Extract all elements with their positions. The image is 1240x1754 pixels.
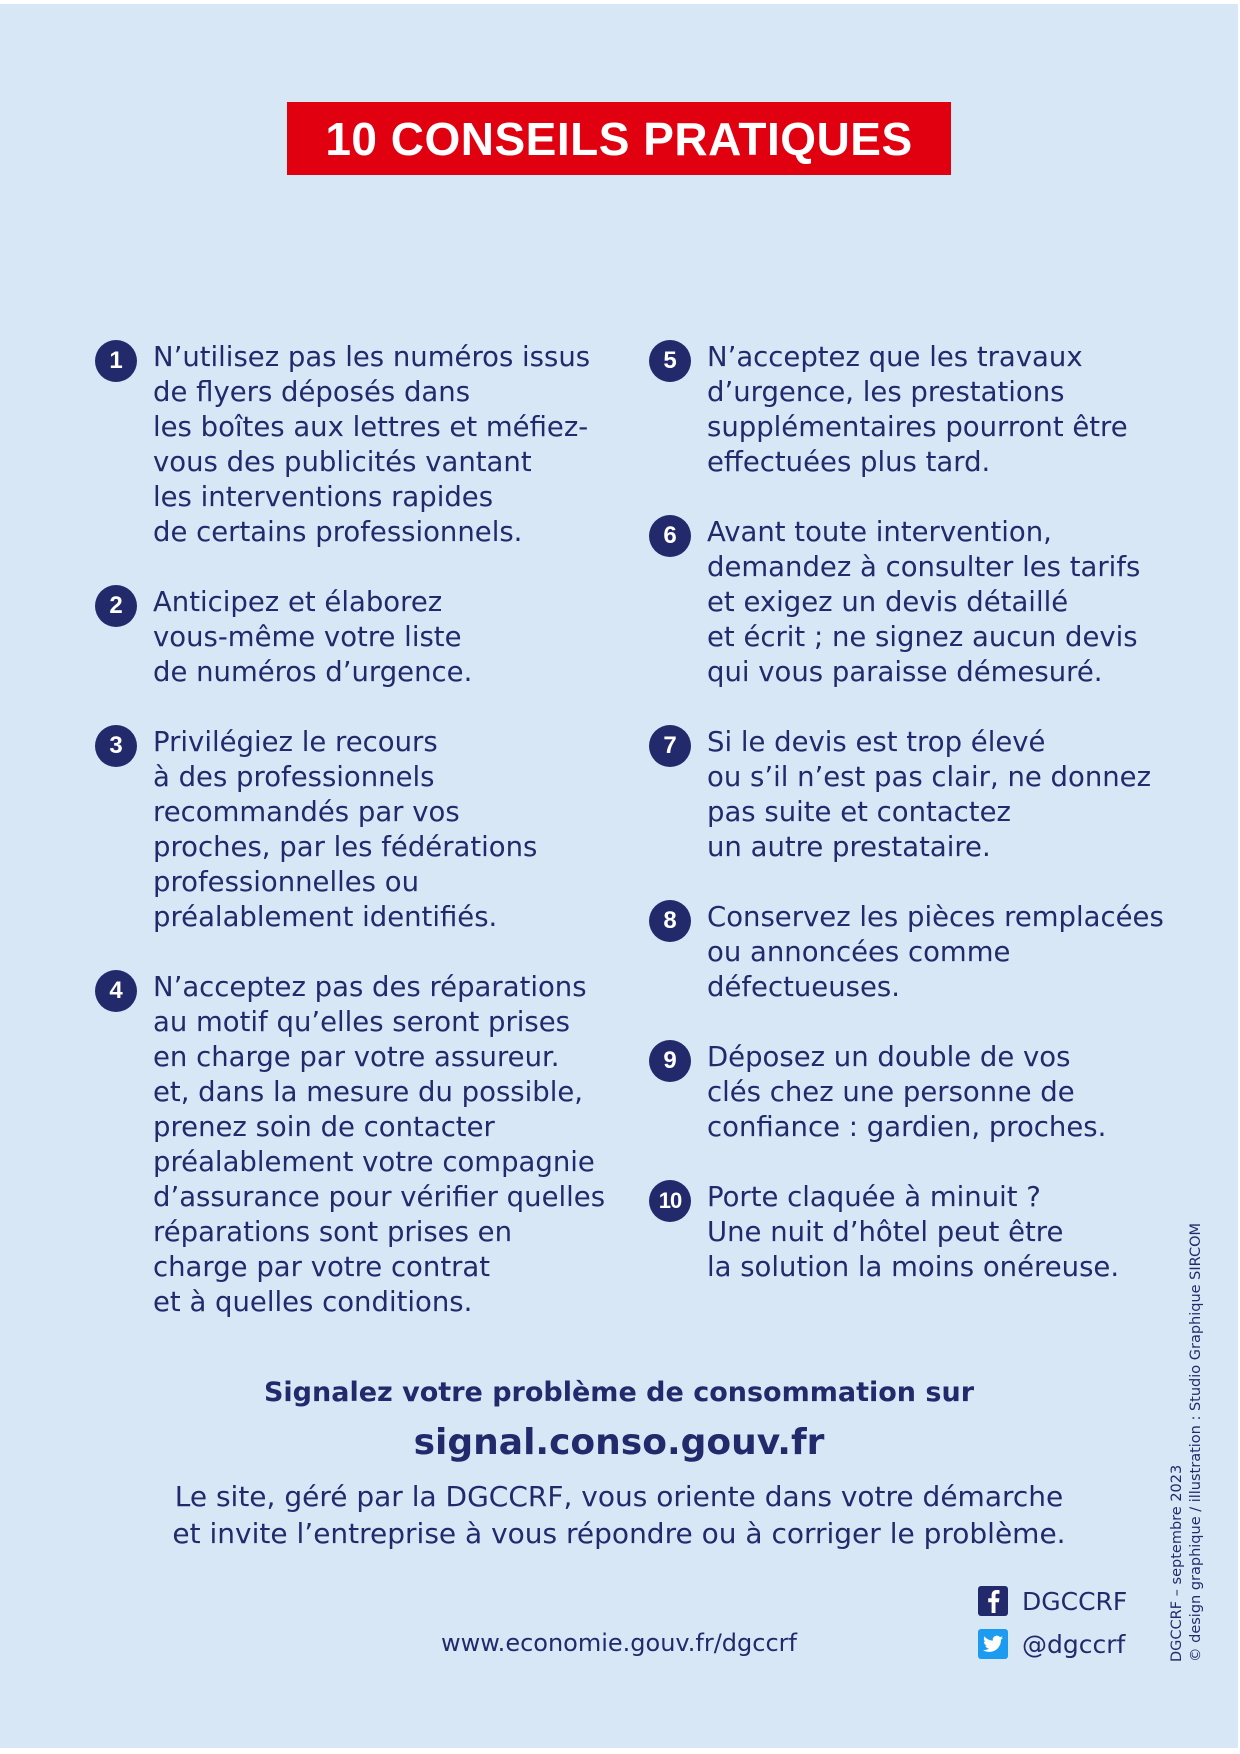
tip-item [649,900,1189,1005]
tip-number-badge: 3 [95,725,137,767]
tip-number-badge: 2 [95,585,137,627]
facebook-link[interactable] [978,1586,1127,1616]
tip-number-badge: 10 [649,1180,691,1222]
tip-number-badge: 6 [649,515,691,557]
tips-column-right [649,340,1189,1320]
tip-text: N’acceptez que les travaux d’urgence, les prestations supplémentaires pourront être effectuées plus tard. [707,341,1128,478]
report-heading: Signalez votre problème de consommation sur [263,1377,975,1408]
tip-number-badge: 9 [649,1040,691,1082]
tip-text: Conservez les pièces remplacées ou annoncées comme défectueuses. [707,901,1164,1003]
tip-number-badge: 5 [649,340,691,382]
tip-text: Porte claquée à minuit ? Une nuit d’hôtel peut être la solution la moins onéreuse. [707,1181,1120,1283]
tip-item [95,725,615,935]
tip-text: Avant toute intervention, demandez à consulter les tarifs et exigez un devis détaillé et écrit ; ne signez aucun devis qui vous paraisse démesuré. [707,516,1141,688]
report-description: Le site, géré par la DGCCRF, vous oriente dans votre démarche et invite l’entreprise à vous répondre ou à corriger le problème. [172,1480,1066,1550]
facebook-handle: DGCCRF [1022,1586,1128,1616]
tip-text: Si le devis est trop élevé ou s’il n’est pas clair, ne donnez pas suite et contactez un autre prestataire. [707,726,1152,863]
tip-item [95,585,615,690]
tip-number-badge: 1 [95,340,137,382]
tip-item [95,340,615,550]
credits [1168,1223,1206,1662]
credits-design: © design graphique / illustration : Studio Graphique SIRCOM [1188,1222,1204,1662]
tip-number-badge: 8 [649,900,691,942]
tip-item [649,515,1189,690]
tip-item [649,725,1189,865]
tip-item [95,970,615,1320]
tip-text: Privilégiez le recours à des professionnels recommandés par vos proches, par les fédérations professionnelles ou préalablement identifiés. [153,726,538,933]
tip-text: N’acceptez pas des réparations au motif qu’elles seront prises en charge par votre assureur. et, dans la mesure du possible, prenez soin de contacter préalablement votre compagnie d’assurance pour vérifier quelles réparations sont prises en charge par votre contrat et à quelles conditions. [153,971,606,1318]
tip-number-badge: 4 [95,970,137,1012]
tip-item [649,340,1189,480]
twitter-icon [978,1629,1008,1659]
tips-column-left [95,340,615,1355]
twitter-link[interactable] [978,1629,1125,1659]
tip-text: N’utilisez pas les numéros issus de flyers déposés dans les boîtes aux lettres et méfiez- vous des publicités vantant les interventions rapides de certains professionnels. [153,341,591,548]
tip-text: Anticipez et élaborez vous-même votre liste de numéros d’urgence. [153,586,473,688]
tip-item [649,1040,1189,1145]
tip-number-badge: 7 [649,725,691,767]
tip-text: Déposez un double de vos clés chez une personne de confiance : gardien, proches. [707,1041,1107,1143]
twitter-handle: @dgccrf [1022,1629,1126,1659]
tip-item [649,1180,1189,1285]
website-link[interactable]: www.economie.gouv.fr/dgccrf [441,1629,797,1657]
credits-date: DGCCRF – septembre 2023 [1169,1464,1185,1662]
signal-conso-link[interactable]: signal.conso.gouv.fr [413,1422,825,1463]
flyer-page [0,4,1238,1748]
facebook-icon [978,1586,1008,1616]
page-title: 10 CONSEILS PRATIQUES [287,102,951,175]
